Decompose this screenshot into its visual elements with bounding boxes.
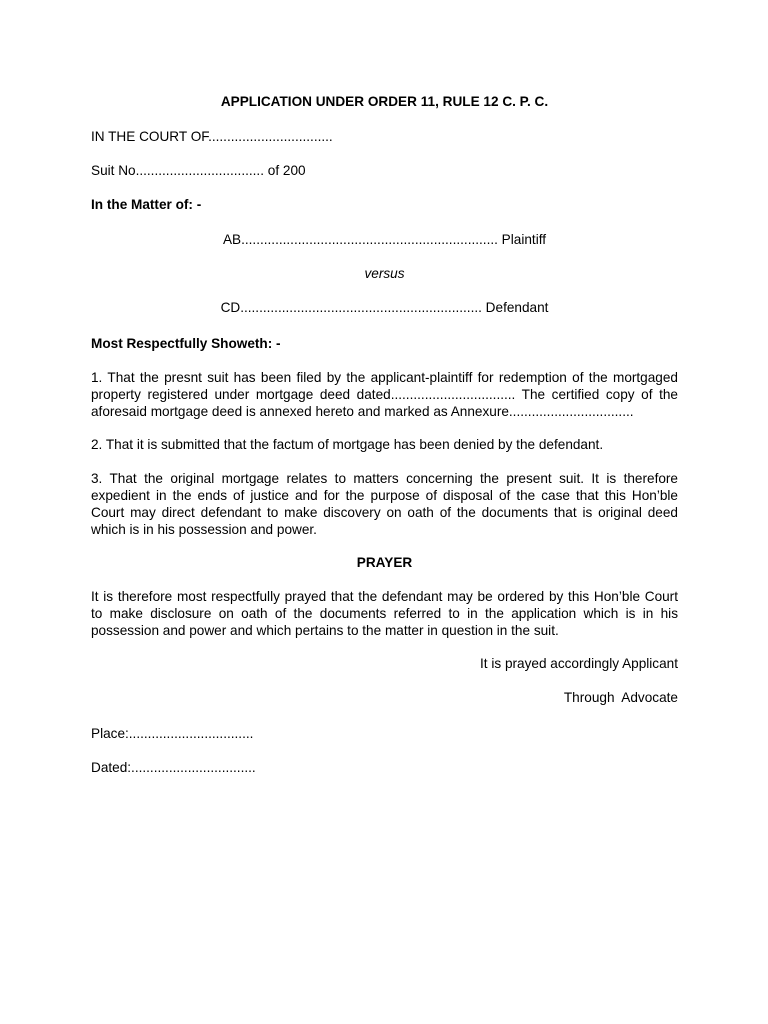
matter-heading: In the Matter of: - (91, 197, 202, 212)
suit-number-line: Suit No.................................. of 200 (91, 163, 306, 178)
paragraph-3-line-2: expedient in the ends of justice and for the purpose of disposal of the case that this Hon’ble (91, 488, 678, 503)
plaintiff-line: AB.................................................................... Plaintiff (222, 232, 547, 247)
paragraph-3-line-4: which is in his possession and power. (91, 522, 317, 537)
paragraph-1-line-1: 1. That the presnt suit has been filed by the applicant-plaintiff for redemption of the mortgaged (91, 370, 678, 385)
prayer-heading: PRAYER (356, 555, 413, 570)
versus-label: versus (364, 266, 405, 281)
paragraph-1-line-3: aforesaid mortgage deed is annexed hereto and marked as Annexure................................. (91, 404, 634, 419)
prayer-line-2: to make disclosure on oath of the documents referred to in the application which is in his (91, 606, 678, 621)
court-line: IN THE COURT OF................................. (91, 129, 333, 144)
prayer-line-3: possession and power and which pertains to the matter in question in the suit. (91, 623, 559, 638)
defendant-line: CD................................................................ Defendant (220, 300, 549, 315)
paragraph-1-line-2: property registered under mortgage deed dated................................. The certified copy of the (91, 387, 678, 402)
prayed-accordingly-line: It is prayed accordingly Applicant (480, 656, 678, 671)
showeth-heading: Most Respectfully Showeth: - (91, 336, 281, 351)
paragraph-3-line-1: 3. That the original mortgage relates to matters concerning the present suit. It is therefore (91, 471, 678, 486)
through-advocate-line: Through Advocate (563, 690, 678, 705)
prayer-line-1: It is therefore most respectfully prayed that the defendant may be ordered by this Hon’ble Court (91, 589, 678, 604)
place-line: Place:................................. (91, 726, 254, 741)
paragraph-2: 2. That it is submitted that the factum of mortgage has been denied by the defendant. (91, 437, 604, 452)
dated-line: Dated:................................. (91, 760, 256, 775)
paragraph-3 (91, 470, 678, 538)
paragraph-3-line-3: Court may direct defendant to make discovery on oath of the documents that is original deed (91, 505, 678, 520)
paragraph-1 (91, 369, 678, 420)
prayer-paragraph (91, 588, 678, 639)
document-title: APPLICATION UNDER ORDER 11, RULE 12 C. P. C. (220, 94, 549, 109)
